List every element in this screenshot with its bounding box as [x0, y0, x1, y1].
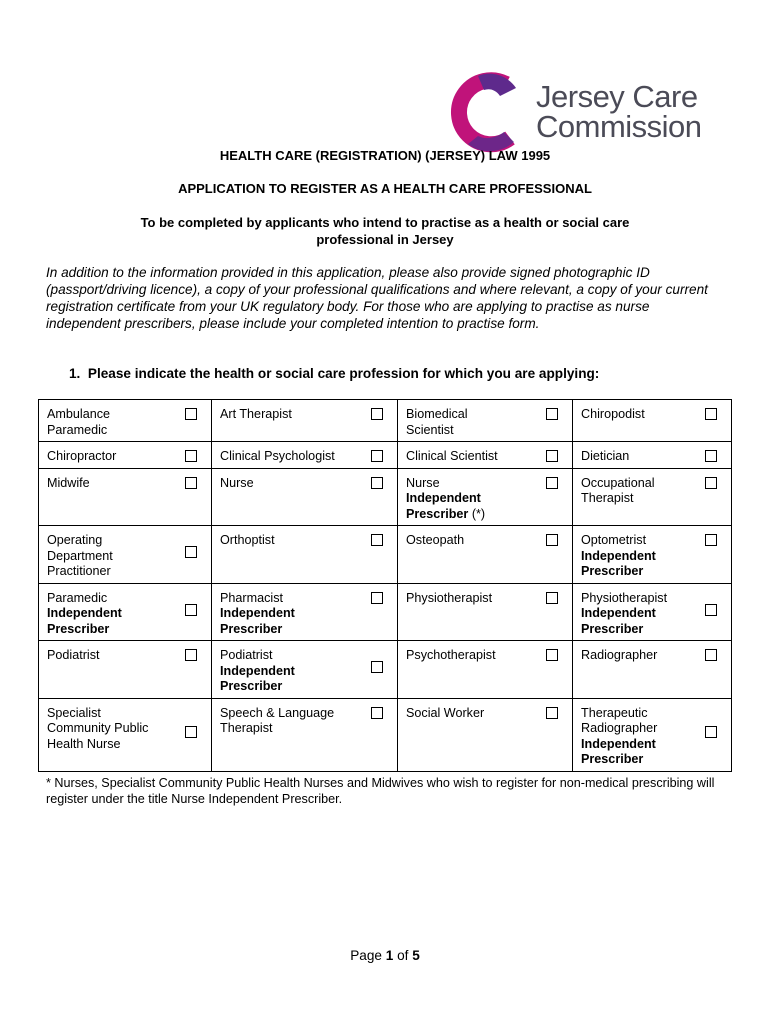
profession-specialist-community-public-health-nurse: Specialist Community Public Health Nurse: [39, 698, 186, 771]
checkbox-nurse[interactable]: [371, 468, 398, 526]
profession-chiropodist: Chiropodist: [573, 400, 706, 442]
checkbox-occupational-therapist[interactable]: [705, 468, 732, 526]
profession-radiographer: Radiographer: [573, 641, 706, 699]
checkbox-pharmacist-independent-prescriber[interactable]: [371, 583, 398, 641]
profession-dietician: Dietician: [573, 442, 706, 469]
profession-social-worker: Social Worker: [398, 698, 547, 771]
footnote: * Nurses, Specialist Community Public Health Nurses and Midwives who wish to register for non-medical prescribing will register under the title Nurse Independent Prescriber.: [46, 776, 715, 806]
checkbox-biomedical-scientist[interactable]: [546, 400, 573, 442]
checkbox-ambulance-paramedic[interactable]: [185, 400, 212, 442]
profession-podiatrist: Podiatrist: [39, 641, 186, 699]
page-current: 1: [385, 948, 394, 963]
logo-line-2: Commission: [536, 109, 702, 144]
logo-line-1: Jersey Care: [536, 79, 698, 114]
checkbox-chiropractor[interactable]: [185, 442, 212, 469]
profession-psychotherapist: Psychotherapist: [398, 641, 547, 699]
profession-pharmacist-independent-prescriber: Pharmacist Independent Prescriber: [212, 583, 372, 641]
checkbox-therapeutic-radiographer-independent-prescriber[interactable]: [705, 698, 732, 771]
profession-midwife: Midwife: [39, 468, 186, 526]
checkbox-physiotherapist[interactable]: [546, 583, 573, 641]
checkbox-physiotherapist-independent-prescriber[interactable]: [705, 583, 732, 641]
checkbox-optometrist-independent-prescriber[interactable]: [705, 526, 732, 584]
profession-physiotherapist-independent-prescriber: Physiotherapist Independent Prescriber: [573, 583, 706, 641]
profession-occupational-therapist: Occupational Therapist: [573, 468, 706, 526]
profession-orthoptist: Orthoptist: [212, 526, 372, 584]
checkbox-podiatrist[interactable]: [185, 641, 212, 699]
checkbox-speech-language-therapist[interactable]: [371, 698, 398, 771]
profession-optometrist-independent-prescriber: Optometrist Independent Prescriber: [573, 526, 706, 584]
profession-chiropractor: Chiropractor: [39, 442, 186, 469]
checkbox-psychotherapist[interactable]: [546, 641, 573, 699]
checkbox-chiropodist[interactable]: [705, 400, 732, 442]
profession-physiotherapist: Physiotherapist: [398, 583, 547, 641]
profession-osteopath: Osteopath: [398, 526, 547, 584]
question-number: 1.: [69, 366, 81, 381]
question-text: Please indicate the health or social care profession for which you are applying:: [87, 366, 600, 381]
page-total: 5: [412, 948, 420, 963]
profession-table: [38, 399, 732, 772]
profession-nurse-independent-prescriber: Nurse Independent Prescriber (*): [398, 468, 547, 526]
jersey-care-commission-logo: [448, 72, 738, 154]
checkbox-art-therapist[interactable]: [371, 400, 398, 442]
logo-mark-icon: [448, 72, 530, 154]
subtitle-line-2: professional in Jersey: [316, 232, 454, 247]
profession-biomedical-scientist: Biomedical Scientist: [398, 400, 547, 442]
checkbox-clinical-scientist[interactable]: [546, 442, 573, 469]
profession-operating-department-practitioner: Operating Department Practitioner: [39, 526, 186, 584]
page-number: [0, 948, 770, 963]
profession-therapeutic-radiographer-independent-prescriber: Therapeutic Radiographer Independent Prescriber: [573, 698, 706, 771]
table-row: [39, 442, 732, 469]
subtitle-line-1: To be completed by applicants who intend to practise as a health or social care: [140, 215, 630, 230]
table-row: [39, 698, 732, 771]
table-row: [39, 641, 732, 699]
checkbox-osteopath[interactable]: [546, 526, 573, 584]
checkbox-dietician[interactable]: [705, 442, 732, 469]
profession-paramedic-independent-prescriber: Paramedic Independent Prescriber: [39, 583, 186, 641]
profession-clinical-scientist: Clinical Scientist: [398, 442, 547, 469]
checkbox-social-worker[interactable]: [546, 698, 573, 771]
profession-podiatrist-independent-prescriber: Podiatrist Independent Prescriber: [212, 641, 372, 699]
profession-ambulance-paramedic: Ambulance Paramedic: [39, 400, 186, 442]
checkbox-operating-department-practitioner[interactable]: [185, 526, 212, 584]
checkbox-nurse-independent-prescriber[interactable]: [546, 468, 573, 526]
checkbox-paramedic-independent-prescriber[interactable]: [185, 583, 212, 641]
form-title: APPLICATION TO REGISTER AS A HEALTH CARE PROFESSIONAL: [178, 181, 592, 196]
table-row: [39, 526, 732, 584]
checkbox-radiographer[interactable]: [705, 641, 732, 699]
logo-text: [536, 79, 702, 144]
law-heading: HEALTH CARE (REGISTRATION) (JERSEY) LAW 1995: [219, 148, 551, 163]
table-row: [39, 468, 732, 526]
checkbox-clinical-psychologist[interactable]: [371, 442, 398, 469]
page-prefix: Page: [350, 948, 382, 963]
profession-nurse: Nurse: [212, 468, 372, 526]
table-row: [39, 583, 732, 641]
page-sep: of: [397, 948, 409, 963]
profession-art-therapist: Art Therapist: [212, 400, 372, 442]
checkbox-podiatrist-independent-prescriber[interactable]: [371, 641, 398, 699]
checkbox-midwife[interactable]: [185, 468, 212, 526]
checkbox-orthoptist[interactable]: [371, 526, 398, 584]
intro-paragraph: In addition to the information provided in this application, please also provide signed photographic ID (passport/driving licence), a copy of your professional qualifications and where relevant, a copy of your current registration certificate from your UK regulatory body. For those who are applying to practise as nurse independent prescribers, please include your completed intention to practise form.: [46, 265, 708, 331]
profession-clinical-psychologist: Clinical Psychologist: [212, 442, 372, 469]
table-row: [39, 400, 732, 442]
checkbox-specialist-community-public-health-nurse[interactable]: [185, 698, 212, 771]
question-1: [69, 366, 599, 381]
profession-speech-language-therapist: Speech & Language Therapist: [212, 698, 372, 771]
